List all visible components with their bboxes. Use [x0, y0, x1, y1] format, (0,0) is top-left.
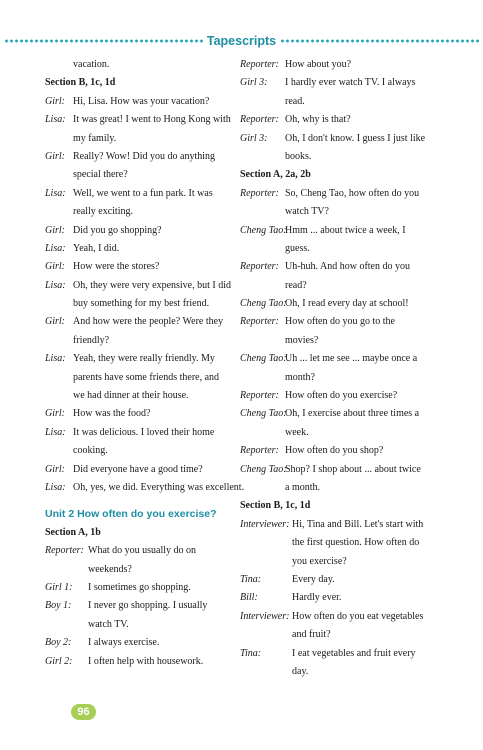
speaker: Girl 3:	[240, 77, 268, 89]
speaker: Lisa:	[45, 114, 66, 126]
dialogue-line-cont	[45, 295, 230, 313]
dialogue-line-cont	[45, 332, 230, 350]
line-text: parents have some friends there, and	[73, 371, 220, 383]
line-text: Oh, I read every day at school!	[285, 298, 409, 310]
dialogue-line	[45, 479, 245, 497]
dialogue-line	[45, 542, 230, 560]
dotted-rule-right	[280, 39, 479, 43]
unit-heading: Unit 2 How often do you exercise?	[45, 508, 217, 521]
dialogue-line	[240, 130, 440, 148]
dialogue-line	[240, 111, 440, 129]
line-text: Uh-huh. And how often do you	[285, 261, 410, 273]
dialogue-line-cont	[240, 626, 440, 644]
line-text: I sometimes go shopping.	[88, 581, 191, 593]
line-text: How often do you exercise?	[285, 390, 398, 402]
dialogue-line-cont	[45, 387, 230, 405]
speaker: Cheng Tao:	[240, 298, 287, 310]
line-text: movies?	[285, 334, 319, 346]
line-text: Shop? I shop about ... about twice	[285, 463, 421, 475]
speaker: Lisa:	[45, 187, 66, 199]
line-text: What do you usually do on	[88, 545, 197, 557]
line-text: Yeah, they were really friendly. My	[73, 353, 215, 365]
line-text: I often help with housework.	[88, 655, 204, 667]
dialogue-line	[240, 405, 440, 423]
dialogue-line-cont	[240, 534, 440, 552]
speaker: Girl 2:	[45, 655, 73, 667]
dialogue-line	[240, 589, 440, 607]
dialogue-line	[240, 295, 440, 313]
line-text: Oh, why is that?	[285, 114, 351, 126]
speaker: Lisa:	[45, 481, 66, 493]
line-text: Did you go shopping?	[73, 224, 162, 236]
dialogue-line	[45, 461, 230, 479]
line-text: How often do you go to the	[285, 316, 395, 328]
dialogue-line	[240, 313, 440, 331]
line-text: Hi, Lisa. How was your vacation?	[73, 95, 210, 107]
speaker: Girl:	[45, 463, 65, 475]
speaker: Reporter:	[45, 545, 84, 557]
line-text: week.	[285, 426, 309, 438]
dialogue-line	[45, 424, 230, 442]
line-text: weekends?	[88, 563, 132, 575]
dialogue-line-cont	[240, 203, 440, 221]
speaker: Girl:	[45, 261, 65, 273]
line-text: Oh, yes, we did. Everything was excellent.	[73, 481, 245, 493]
dialogue-line-cont	[240, 93, 440, 111]
line-text: So, Cheng Tao, how often do you	[285, 187, 420, 199]
speaker: Interviewer:	[240, 610, 290, 622]
dialogue-line-cont	[240, 148, 440, 166]
dialogue-line	[240, 516, 440, 534]
speaker: Cheng Tao:	[240, 408, 287, 420]
dialogue-line	[240, 74, 440, 92]
line-text: How was the food?	[73, 408, 151, 420]
line-text: Well, we went to a fun park. It was	[73, 187, 213, 199]
line-text: read.	[285, 95, 305, 107]
line-text: Oh, I don't know. I guess I just like	[285, 132, 426, 144]
line-text: my family.	[73, 132, 117, 144]
line-text: Every day.	[292, 573, 335, 585]
speaker: Girl:	[45, 150, 65, 162]
speaker: Interviewer:	[240, 518, 290, 530]
page-header	[0, 33, 483, 49]
speaker: Girl:	[45, 408, 65, 420]
speaker: Lisa:	[45, 426, 66, 438]
dialogue-line-cont	[240, 240, 440, 258]
speaker: Lisa:	[45, 242, 66, 254]
line-text: really exciting.	[73, 206, 133, 218]
line-text: vacation.	[73, 59, 110, 70]
spacer	[45, 497, 230, 505]
line-text: Hi, Tina and Bill. Let's start with	[292, 518, 424, 530]
dialogue-line	[45, 277, 230, 295]
speaker: Tina:	[240, 573, 262, 585]
line-text: month?	[285, 371, 315, 383]
line-text: Hardly ever.	[292, 592, 342, 604]
dialogue-line	[45, 653, 230, 671]
dialogue-line	[240, 461, 440, 479]
speaker: Reporter:	[240, 316, 279, 328]
line-text: a month.	[285, 481, 320, 493]
speaker: Cheng Tao:	[240, 463, 287, 475]
dotted-rule-left	[4, 39, 203, 43]
line-text: buy something for my best friend.	[73, 298, 210, 310]
line-text: And how were the people? Were they	[73, 316, 224, 328]
speaker: Girl:	[45, 95, 65, 107]
dialogue-line-cont	[45, 166, 230, 184]
right-column	[240, 56, 440, 681]
section-heading: Section A, 2a, 2b	[240, 169, 311, 181]
line-text: cooking.	[73, 445, 108, 457]
dialogue-line	[45, 258, 230, 276]
line-text: Oh, I exercise about three times a	[285, 408, 420, 420]
dialogue-line	[45, 350, 230, 368]
dialogue-line	[45, 240, 230, 258]
line-text: friendly?	[73, 334, 110, 346]
line-text: I always exercise.	[88, 637, 160, 649]
line-text: the first question. How often do	[292, 537, 420, 549]
speaker: Lisa:	[45, 353, 66, 365]
speaker: Reporter:	[240, 445, 279, 457]
line-text: you exercise?	[292, 555, 347, 567]
dialogue-line	[240, 185, 440, 203]
line-text: day.	[292, 665, 309, 677]
speaker: Girl:	[45, 316, 65, 328]
dialogue-line-cont	[45, 203, 230, 221]
line-text: How often do you eat vegetables	[292, 610, 424, 622]
dialogue-line-cont	[45, 561, 230, 579]
speaker: Girl 3:	[240, 132, 268, 144]
dialogue-line	[45, 313, 230, 331]
line-text: I never go shopping. I usually	[88, 600, 208, 612]
speaker: Tina:	[240, 647, 262, 659]
dialogue-line	[240, 571, 440, 589]
left-column	[45, 56, 245, 671]
line-text: special there?	[73, 169, 128, 181]
section-heading: Section B, 1c, 1d	[45, 77, 116, 89]
dialogue-line	[45, 597, 230, 615]
line-text: It was great! I went to Hong Kong with	[73, 114, 231, 126]
dialogue-line-cont	[45, 616, 230, 634]
speaker: Girl:	[45, 224, 65, 236]
line-text: watch TV.	[88, 618, 129, 630]
dialogue-line	[240, 258, 440, 276]
line-text: Oh, they were very expensive, but I did	[73, 279, 232, 291]
dialogue-line-cont	[45, 442, 230, 460]
line-text: books.	[285, 150, 312, 162]
speaker: Cheng Tao:	[240, 353, 287, 365]
dialogue-line	[45, 148, 230, 166]
dialogue-line	[240, 608, 440, 626]
dialogue-line	[45, 185, 230, 203]
section-heading: Section B, 1c, 1d	[240, 500, 311, 512]
dialogue-line	[45, 579, 230, 597]
speaker: Cheng Tao:	[240, 224, 287, 236]
line-text: and fruit?	[292, 629, 331, 641]
dialogue-line	[240, 350, 440, 368]
speaker: Reporter:	[240, 59, 279, 70]
text-line	[45, 56, 230, 74]
section-heading: Section A, 1b	[45, 526, 101, 538]
dialogue-line	[45, 222, 230, 240]
line-text: I hardly ever watch TV. I always	[285, 77, 416, 89]
dialogue-line	[240, 56, 440, 74]
speaker: Reporter:	[240, 114, 279, 126]
line-text: How about you?	[285, 59, 352, 70]
line-text: How were the stores?	[73, 261, 160, 273]
line-text: guess.	[285, 242, 310, 254]
line-text: Hmm ... about twice a week, I	[285, 224, 406, 236]
line-text: we had dinner at their house.	[73, 390, 189, 402]
dialogue-line-cont	[240, 332, 440, 350]
dialogue-line	[240, 645, 440, 663]
speaker: Reporter:	[240, 261, 279, 273]
line-text: watch TV?	[285, 206, 329, 218]
dialogue-line	[45, 111, 230, 129]
line-text: Really? Wow! Did you do anything	[73, 150, 216, 162]
speaker: Reporter:	[240, 390, 279, 402]
speaker: Boy 1:	[45, 600, 72, 612]
speaker: Bill:	[240, 592, 258, 604]
header-title: Tapescripts	[206, 34, 277, 48]
dialogue-line	[240, 387, 440, 405]
dialogue-line-cont	[240, 277, 440, 295]
line-text: How often do you shop?	[285, 445, 384, 457]
speaker: Lisa:	[45, 279, 66, 291]
line-text: Yeah, I did.	[73, 242, 120, 254]
speaker: Boy 2:	[45, 637, 72, 649]
speaker: Reporter:	[240, 187, 279, 199]
dialogue-line	[45, 405, 230, 423]
speaker: Girl 1:	[45, 581, 73, 593]
line-text: read?	[285, 279, 307, 291]
dialogue-line	[45, 93, 230, 111]
line-text: It was delicious. I loved their home	[73, 426, 215, 438]
dialogue-line	[240, 442, 440, 460]
line-text: Uh ... let me see ... maybe once a	[285, 353, 418, 365]
dialogue-line	[240, 222, 440, 240]
dialogue-line-cont	[240, 424, 440, 442]
dialogue-line-cont	[45, 369, 230, 387]
dialogue-line-cont	[240, 369, 440, 387]
line-text: I eat vegetables and fruit every	[292, 647, 416, 659]
dialogue-line-cont	[240, 663, 440, 681]
dialogue-line	[45, 634, 230, 652]
line-text: Did everyone have a good time?	[73, 463, 203, 475]
dialogue-line-cont	[240, 553, 440, 571]
page-number: 96	[71, 704, 96, 720]
dialogue-line-cont	[240, 479, 440, 497]
dialogue-line-cont	[45, 130, 230, 148]
